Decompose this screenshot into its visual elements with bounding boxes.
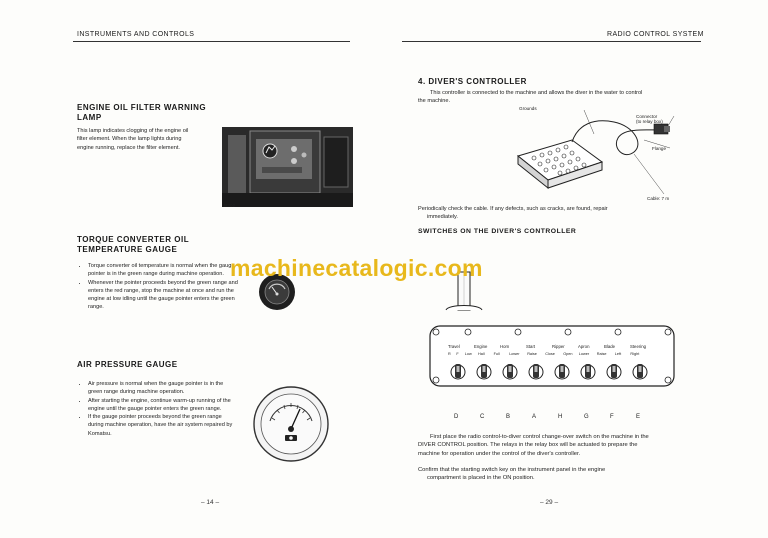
title-line: TORQUE CONVERTER OIL <box>77 235 190 244</box>
note-line: compartment is placed in the ON position. <box>427 475 535 482</box>
note-line: Periodically check the cable. If any defects, such as cracks, are found, repair <box>418 206 608 212</box>
bullet-item: • If the gauge pointer proceeds beyond the green range during machine operation, have the air system repaired by Komatsu. <box>88 413 238 438</box>
label-grounds: Grounds <box>519 106 537 111</box>
switch-position-label: Lower <box>578 352 590 356</box>
switch-letter: G <box>584 414 589 420</box>
changeover-paragraph <box>418 433 730 458</box>
right-header-rule <box>402 41 701 42</box>
switches-title: SWITCHES ON THE DIVER'S CONTROLLER <box>418 228 577 235</box>
switch-letter: C <box>480 414 485 420</box>
switch-position-label: Right <box>630 352 640 356</box>
paragraph-line: First place the radio control-to-diver control change-over switch on the machine in the <box>430 434 649 440</box>
switch-letter: H <box>558 414 563 420</box>
torque-gauge-title <box>77 235 189 255</box>
body-line: engine running, replace the filter element. <box>77 144 180 151</box>
starting-switch-note <box>418 466 730 483</box>
toggle-switch[interactable] <box>632 360 648 382</box>
title-line: ENGINE OIL FILTER WARNING <box>77 103 207 112</box>
paragraph-line: machine for operation under the control of the diver's controller. <box>418 450 581 457</box>
oil-filter-lamp-body <box>77 127 217 152</box>
divers-controller-title: 4. DIVER'S CONTROLLER <box>418 77 527 86</box>
bullet-item: • Torque converter oil temperature is normal when the gauge pointer is in the green range during machine operation. <box>88 262 238 279</box>
oil-filter-lamp-title <box>77 103 206 123</box>
switch-label: Steering <box>630 344 647 349</box>
label-line: (to relay box) <box>636 119 663 124</box>
switch-position-label: F <box>456 352 459 356</box>
bullet-item: • Air pressure is normal when the gauge pointer is in the green range during machine operation. <box>88 380 238 397</box>
left-page-number: – 14 – <box>201 499 220 506</box>
toggle-switch[interactable] <box>606 360 622 382</box>
toggle-switch[interactable] <box>476 360 492 382</box>
switch-label: Engine <box>474 344 488 349</box>
air-pressure-bullets <box>79 380 238 438</box>
switch-position-label: R <box>448 352 451 356</box>
intro-line: the machine. <box>418 98 451 105</box>
title-line: TEMPERATURE GAUGE <box>77 245 178 254</box>
air-pressure-title: AIR PRESSURE GAUGE <box>77 360 178 369</box>
toggle-switch[interactable] <box>528 360 544 382</box>
left-header-rule <box>73 41 350 42</box>
note-line: Confirm that the starting switch key on the instrument panel in the engine <box>418 467 606 473</box>
toggle-switch[interactable] <box>580 360 596 382</box>
switch-position-label: Low <box>464 352 472 356</box>
switch-position-label: Full <box>493 352 500 356</box>
switch-label: Apron <box>578 344 590 349</box>
switch-label: Travel <box>448 344 460 349</box>
instrument-panel-photo <box>222 127 353 207</box>
watermark: machinecatalogic.com <box>230 255 483 281</box>
body-line: filter element. When the lamp lights during <box>77 136 182 143</box>
switch-letter: D <box>454 414 459 420</box>
toggle-switch[interactable] <box>554 360 570 382</box>
switch-position-label: Raise <box>527 352 537 356</box>
left-page-header: INSTRUMENTS AND CONTROLS <box>77 31 195 38</box>
bullet-item: • Whenever the pointer proceeds beyond the green range and enters the red range, stop the machine at once and run the engine at low idling until the gauge pointer enters the green range. <box>88 279 238 312</box>
paragraph-line: DIVER CONTROL position. The relays in the relay box will be actuated to prepare the <box>418 442 638 449</box>
air-pressure-gauge-drawing <box>252 385 330 468</box>
switch-letter: E <box>636 414 641 420</box>
switch-row <box>448 344 678 434</box>
switch-position-label: Open <box>563 352 573 356</box>
switch-letter: A <box>532 414 537 420</box>
cable-check-note <box>418 205 728 222</box>
label-flange: Flange <box>652 146 667 151</box>
label-line: Connector <box>636 114 658 119</box>
switch-letter: B <box>506 414 511 420</box>
note-line: immediately. <box>427 214 458 221</box>
switch-position-label: Hall <box>478 352 485 356</box>
switch-position-label: Raise <box>596 352 607 356</box>
switch-position-label: Close <box>545 352 555 356</box>
label-cable-length: Cable: 7 m <box>647 196 670 201</box>
switch-position-label: Lower <box>509 352 520 356</box>
switch-label: Ripper <box>552 344 565 349</box>
torque-gauge-bullets <box>79 262 238 312</box>
toggle-switch[interactable] <box>502 360 518 382</box>
right-page-header: RADIO CONTROL SYSTEM <box>607 31 704 38</box>
switch-label: Horn <box>500 344 510 349</box>
controller-cable-diagram <box>494 104 694 207</box>
toggle-switch[interactable] <box>450 360 466 382</box>
body-line: This lamp indicates clogging of the engine oil <box>77 128 189 134</box>
switch-label: Start <box>526 344 536 349</box>
photo-caption: B302 <box>224 204 236 209</box>
switch-position-label: Left <box>614 352 622 356</box>
switch-letter: F <box>610 414 614 420</box>
switch-label: Blade <box>604 344 615 349</box>
right-page-number: – 29 – <box>540 499 559 506</box>
label-connector <box>636 114 663 124</box>
bullet-item: • After starting the engine, continue warm-up running of the engine until the gauge pointer enters the green range. <box>88 397 238 414</box>
title-line: LAMP <box>77 113 102 122</box>
intro-line: This controller is connected to the machine and allows the diver in the water to control <box>430 90 643 96</box>
